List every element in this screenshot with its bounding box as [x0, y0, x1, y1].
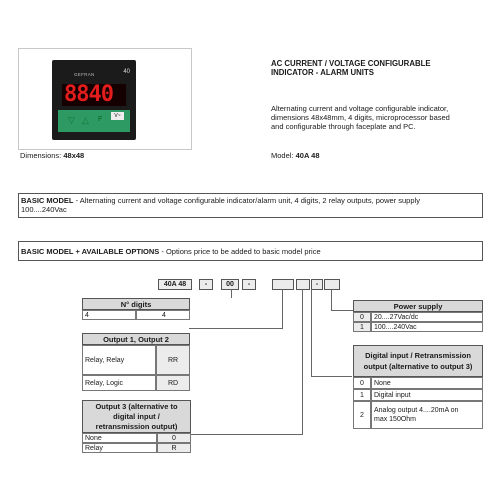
meter-display-digits: 8840: [64, 82, 113, 107]
meter-number: 40: [123, 69, 130, 75]
output3-row-1-value: 0: [157, 433, 191, 443]
model-line: [271, 151, 320, 160]
digital-row-3-label-line-2: max 150Ohm: [374, 416, 417, 423]
description-line-2: dimensions 48x48mm, 4 digits, microprocessor based: [271, 113, 450, 122]
options-header-text: - Options price to be added to basic model price: [159, 247, 321, 256]
digital-row-3-label: [371, 401, 483, 429]
code-box-digits: 00: [221, 279, 239, 290]
options-header-label: BASIC MODEL + AVAILABLE OPTIONS: [21, 247, 160, 256]
code-box-base: 40A 48: [158, 279, 192, 290]
output3-header-line-1: Output 3 (alternative to: [95, 402, 178, 411]
digits-label: 4: [82, 310, 136, 320]
basic-model-text-line-2: 100....240Vac: [21, 205, 67, 214]
code-box-power: [324, 279, 340, 290]
meter-brand: GEFRAN: [74, 72, 95, 77]
product-title-line-2: INDICATOR - ALARM UNITS: [271, 68, 374, 77]
power-row-1-label: 20....27Vac/dc: [371, 312, 483, 322]
outputs12-row-2-label: Relay, Logic: [82, 375, 156, 391]
connector-digital: [311, 289, 312, 377]
digital-row-2-value: 1: [353, 389, 371, 401]
output3-row-2-value: R: [157, 443, 191, 453]
output3-row-1-label: None: [82, 433, 157, 443]
power-supply-header: Power supply: [353, 300, 483, 312]
description-line-3: and configurable through faceplate and PC.: [271, 122, 416, 131]
description-line-1: Alternating current and voltage configurable indicator,: [271, 104, 449, 113]
digital-row-3-label-line-1: Analog output 4....20mA on: [374, 407, 459, 414]
outputs12-row-2-value: RD: [156, 375, 190, 391]
product-description: [271, 104, 450, 131]
code-box-gap: [214, 279, 221, 290]
code-box-out3: [296, 279, 310, 290]
digital-row-1-label: None: [371, 377, 483, 389]
digital-row-2-label: Digital input: [371, 389, 483, 401]
connector-power: [331, 289, 332, 311]
meter-display: [62, 84, 126, 106]
code-box-sep-3: -: [311, 279, 323, 290]
dimensions-label: Dimensions:: [20, 151, 62, 160]
connector-outputs-h: [189, 328, 283, 329]
basic-model-label: BASIC MODEL: [21, 196, 74, 205]
digits-value: 4: [136, 310, 190, 320]
down-key-icon: ▽: [68, 115, 75, 125]
code-box-sep-2: -: [242, 279, 256, 290]
dimensions-value: 48x48: [63, 151, 85, 160]
connector-out3: [302, 289, 303, 435]
digital-input-header-line-2: output (alternative to output 3): [363, 362, 473, 371]
outputs12-row-1-label: Relay, Relay: [82, 345, 156, 375]
digital-row-1-value: 0: [353, 377, 371, 389]
output3-header-line-3: retransmission output): [95, 422, 178, 431]
power-row-1-value: 0: [353, 312, 371, 322]
basic-model-box: [18, 193, 483, 218]
digital-input-header: [353, 345, 483, 377]
outputs12-row-1-value: RR: [156, 345, 190, 375]
up-key-icon: △: [82, 115, 89, 125]
digital-input-header-line-1: Digital input / Retransmission: [365, 351, 471, 360]
product-image: [52, 60, 136, 140]
basic-model-text: - Alternating current and voltage configurable indicator/alarm unit, 4 digits, 2 relay outputs, power supply: [73, 196, 420, 205]
code-box-outputs: [272, 279, 294, 290]
outputs12-header: Output 1, Output 2: [82, 333, 190, 345]
output3-header: [82, 400, 191, 433]
output3-header-line-2: digital input /: [113, 412, 160, 421]
model-value: 40A 48: [295, 151, 320, 160]
product-title: [271, 59, 431, 77]
dimensions-line: [20, 151, 84, 160]
code-box-sep: -: [199, 279, 213, 290]
product-title-line-1: AC CURRENT / VOLTAGE CONFIGURABLE: [271, 59, 431, 68]
output3-row-2-label: Relay: [82, 443, 157, 453]
connector-power-h: [331, 310, 353, 311]
digits-header: N° digits: [82, 298, 190, 310]
meter-unit-label: V~: [111, 112, 124, 120]
model-label: Model:: [271, 151, 294, 160]
connector-digital-h: [311, 376, 352, 377]
connector-outputs: [282, 289, 283, 329]
connector-out3-h: [191, 434, 303, 435]
power-row-2-value: 1: [353, 322, 371, 332]
options-header-box: [18, 241, 483, 261]
function-key-icon: F: [98, 116, 103, 123]
connector-digits: [231, 289, 232, 298]
digital-row-3-value: 2: [353, 401, 371, 429]
power-row-2-label: 100....240Vac: [371, 322, 483, 332]
